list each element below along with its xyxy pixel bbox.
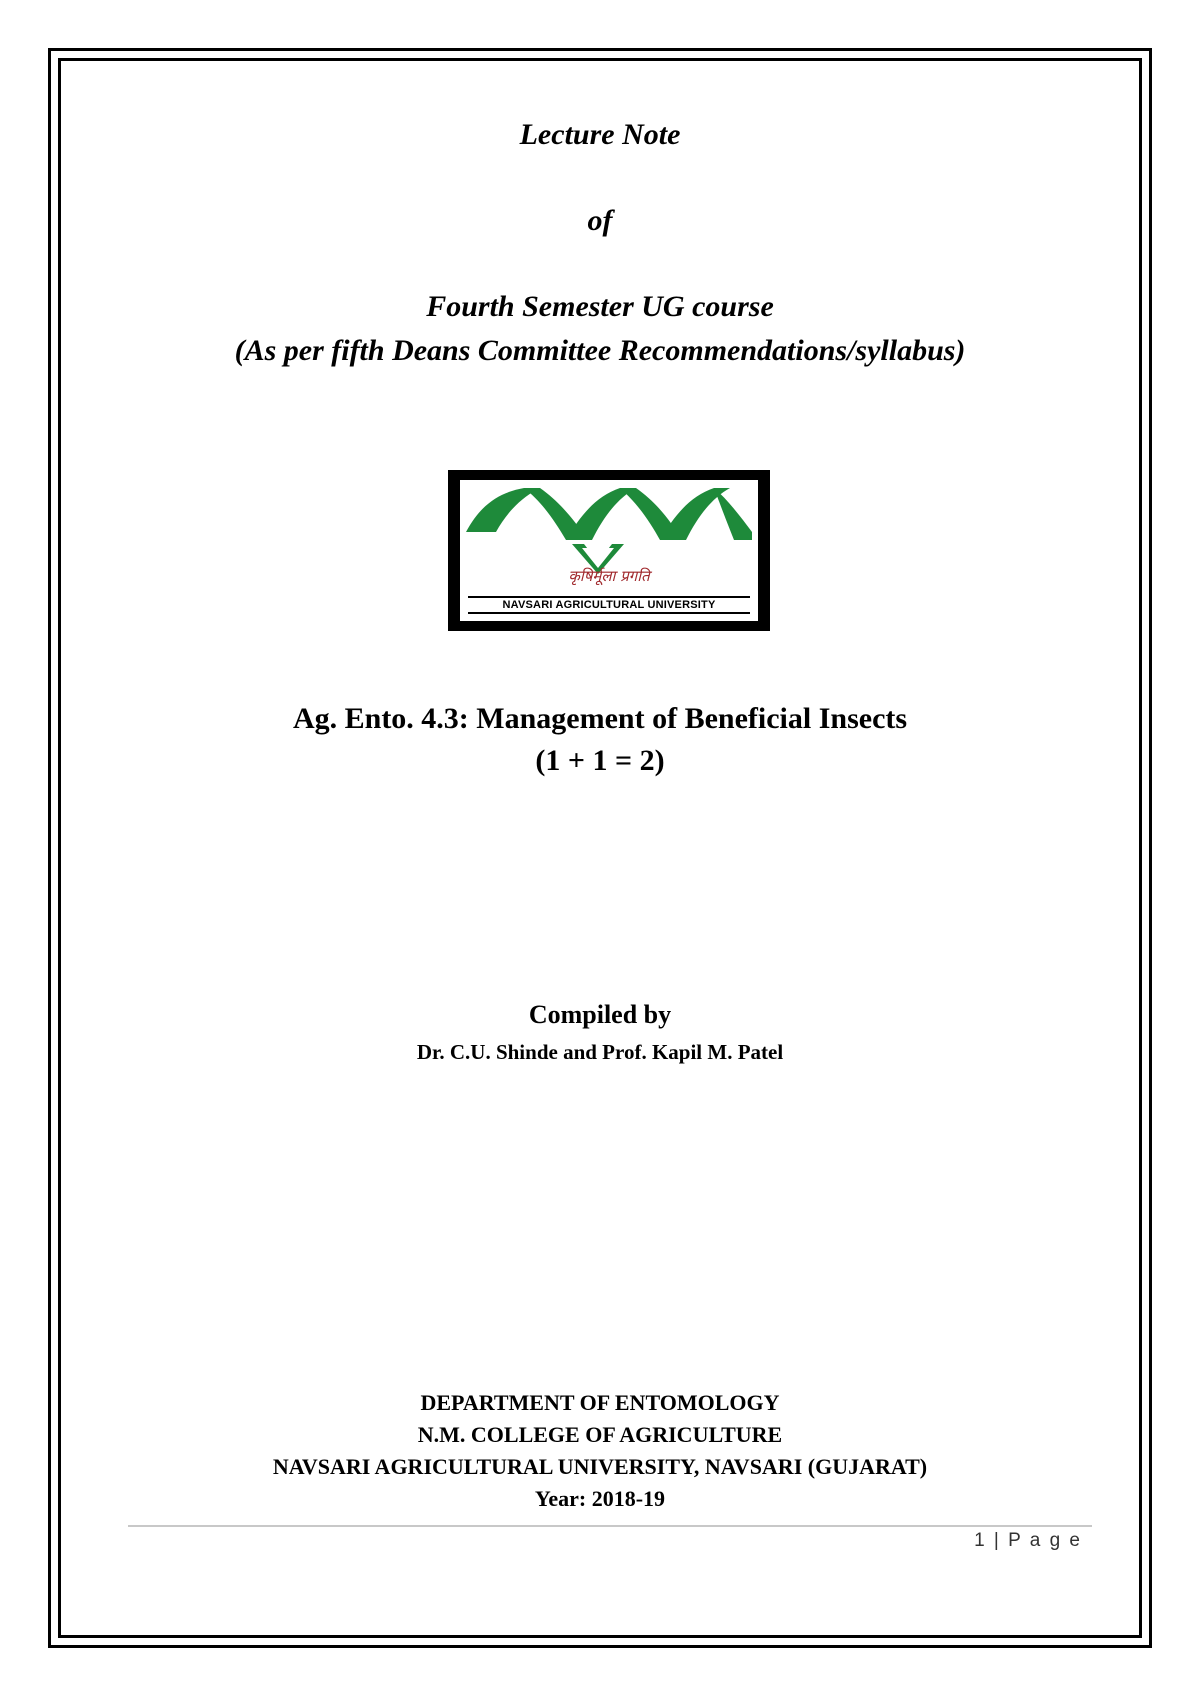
academic-year: Year: 2018-19: [534, 1486, 666, 1511]
college-name: N.M. COLLEGE OF AGRICULTURE: [417, 1422, 783, 1447]
course-title: Ag. Ento. 4.3: Management of Beneficial Insects: [292, 702, 908, 735]
header-of: of: [587, 204, 613, 237]
page-number: 1 | P a g e: [974, 1530, 1082, 1551]
header-deans-committee: (As per fifth Deans Committee Recommendations/syllabus): [234, 334, 966, 367]
compiled-by-label: Compiled by: [528, 1000, 672, 1029]
university-logo: [448, 470, 770, 631]
department-name: DEPARTMENT OF ENTOMOLOGY: [420, 1390, 780, 1415]
logo-banner: [468, 596, 750, 614]
header-semester: Fourth Semester UG course: [426, 290, 774, 323]
authors: Dr. C.U. Shinde and Prof. Kapil M. Patel: [416, 1040, 784, 1064]
logo-hindi-text: कृषिर्मूला प्रगति: [568, 567, 650, 585]
course-credits: (1 + 1 = 2): [535, 744, 665, 777]
footer-divider: [128, 1525, 1092, 1527]
university-name: NAVSARI AGRICULTURAL UNIVERSITY, NAVSARI (GUJARAT): [272, 1454, 928, 1479]
navsari-agricultural-university-logo-icon: [460, 480, 758, 621]
header-lecture-note: Lecture Note: [519, 118, 681, 151]
logo-banner-text: NAVSARI AGRICULTURAL UNIVERSITY: [502, 599, 716, 611]
